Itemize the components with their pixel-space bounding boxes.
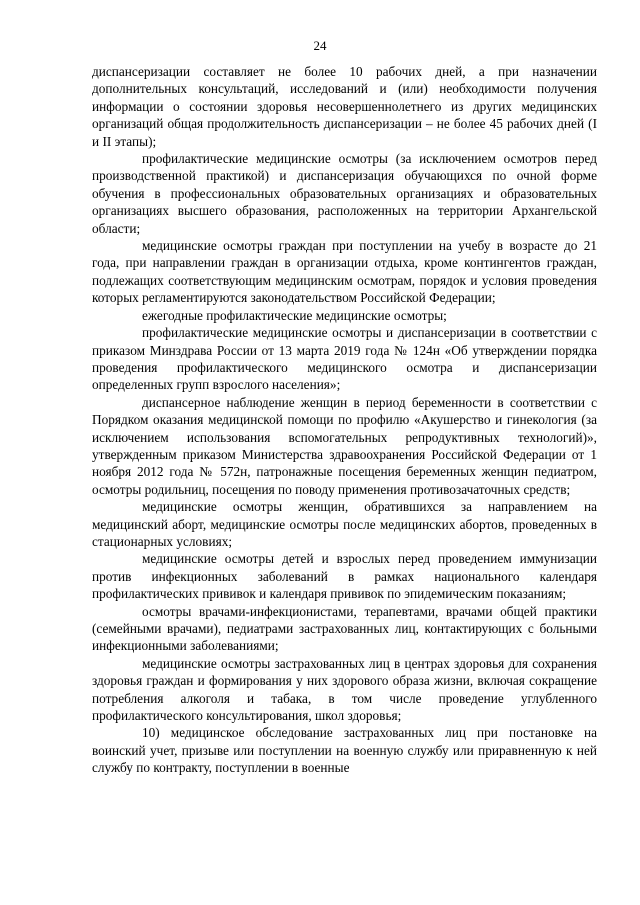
paragraph-infectionist-exams: осмотры врачами-инфекционистами, терапевтами, врачами общей практики (семейными врачами), педиатрами застрахованных лиц, контактирующих с больными инфекционными заболеваниями; bbox=[92, 603, 597, 654]
paragraph-order-124n: профилактические медицинские осмотры и диспансеризации в соответствии с приказом Минздрава России от 13 марта 2019 года № 124н «Об утверждении порядка проведения профилактического медицинского осмотра и диспансеризации определенных групп взрослого населения»; bbox=[92, 325, 597, 393]
paragraph-military-registration: 10) медицинское обследование застрахованных лиц при постановке на воинский учет, призыве или поступлении на военную службу или приравненную к ней службу по контракту, поступлении в военные bbox=[92, 725, 597, 776]
page-number: 24 bbox=[313, 38, 327, 53]
document-body bbox=[92, 63, 597, 777]
paragraph-study-admission-exams: медицинские осмотры граждан при поступлении на учебу в возрасте до 21 года, при направлении граждан в организации отдыха, кроме контингентов граждан, подлежащих соответствующим медицинским осмотрам, порядок и условия проведения которых регламентируются законодательством Российской Федерации; bbox=[92, 238, 597, 306]
paragraph-abortion-exams: медицинские осмотры женщин, обратившихся за направлением на медицинский аборт, медицинские осмотры после медицинских абортов, проведенных в стационарных условиях; bbox=[92, 499, 597, 549]
paragraph-immunization-exams: медицинские осмотры детей и взрослых перед проведением иммунизации против инфекционных заболеваний в рамках национального календаря профилактических прививок и календаря прививок по эпидемическим показаниям; bbox=[92, 551, 597, 602]
paragraph-students-exams: профилактические медицинские осмотры (за исключением осмотров перед производственной практикой) и диспансеризация обучающихся по очной форме обучения в профессиональных образовательных организациях и образовательных организациях высшего образования, расположенных на территории Архангельской области; bbox=[92, 151, 597, 236]
paragraph-dispanserization-duration: диспансеризации составляет не более 10 рабочих дней, а при назначении дополнительных консультаций, исследований и (или) необходимости получения информации о состоянии здоровья несовершеннолетнего из других медицинских организаций общая продолжительность диспансеризации – не более 45 рабочих дней (I и II этапы); bbox=[92, 64, 597, 149]
paragraph-annual-exams: ежегодные профилактические медицинские осмотры; bbox=[142, 307, 447, 323]
paragraph-pregnancy-observation: диспансерное наблюдение женщин в период беременности в соответствии с Порядком оказания медицинской помощи по профилю «Акушерство и гинекология (за исключением использования вспомогательных репродуктивных технологий)», утвержденным приказом Министерства здравоохранения Российской Федерации от 1 ноября 2012 года № 572н, патронажные посещения беременных женщин педиатром, осмотры родильниц, посещения по поводу применения противозачаточных средств; bbox=[92, 394, 597, 497]
paragraph-health-centers: медицинские осмотры застрахованных лиц в центрах здоровья для сохранения здоровья граждан и формирования у них здорового образа жизни, включая сокращение потребления алкоголя и табака, в том числе проведение углубленного профилактического консультирования, школ здоровья; bbox=[92, 655, 597, 724]
